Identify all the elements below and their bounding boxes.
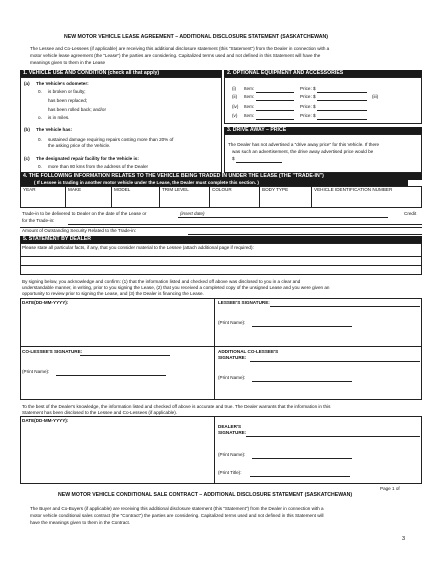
trade-delivery-insert-date[interactable]: (insert date) — [180, 211, 205, 216]
dealer-print-name-label: (Print Name): — [218, 452, 246, 457]
equip-row-4-num: (iv) — [232, 104, 239, 109]
odometer-bullet-1: 0. — [38, 89, 42, 94]
equip-row-4-price: Price: $ — [300, 104, 316, 109]
col-divider — [259, 186, 260, 208]
equip-row-1-item-field[interactable] — [256, 92, 294, 93]
repair-option[interactable]: more than 80 kms from the address of the Dealer — [48, 164, 149, 169]
item-c-label: (c) — [24, 156, 30, 161]
security-amount-label: Amount of Outstanding Security Related to the Trade-in: — [22, 228, 137, 233]
intro-line-2: motor vehicle lease agreement (the "Lease") the parties are considering. Capitalized terms used and not defined in this Statement will have the — [30, 53, 321, 58]
equip-row-5-price: Price: $ — [300, 113, 316, 118]
dealer-print-name-field[interactable] — [252, 458, 352, 459]
section-4-header: 4. THE FOLLOWING INFORMATION RELATES TO THE VEHICLE BEING TRADED IN UNDER THE LEASE (THE "TRADE-IN") — [20, 173, 422, 180]
section-3-header: 3. DRIVE AWAY – PRICE — [224, 127, 422, 134]
page-number: 3 — [402, 536, 406, 542]
item-a-title: The Vehicle's odometer: — [36, 81, 89, 86]
dealer-print-title-label: (Print Title): — [218, 470, 242, 475]
intro-line-3: meanings given to them in the Lease — [30, 60, 106, 65]
col-trim-level: TRIM LEVEL — [162, 187, 189, 192]
trade-credit-label: Credit — [404, 211, 417, 216]
damage-option-line-1[interactable]: sustained damage requiring repairs costing more than 20% of — [48, 137, 174, 142]
odometer-option-1[interactable]: is broken or faulty; — [48, 89, 86, 94]
equip-side-num: (iii) — [372, 94, 379, 99]
equip-row-4-item: Item: — [244, 104, 255, 109]
additional-print-name-label: (Print Name): — [218, 375, 246, 380]
dealer-statement-field-2[interactable] — [20, 265, 422, 266]
trade-delivery-text: Trade-in to be delivered to Dealer on the date of the Lease or — [22, 211, 147, 216]
equip-row-5-price-field[interactable] — [317, 119, 367, 120]
item-a-label: (a) — [24, 81, 30, 86]
dealer-box-divider — [214, 416, 215, 484]
dealer-statement-field-1[interactable] — [20, 256, 422, 257]
repair-bullet: 0. — [38, 164, 42, 169]
dealer-signature-label-1: DEALER'S — [218, 424, 242, 429]
odometer-option-4[interactable]: is in miles. — [48, 115, 70, 120]
signature-grid-divider — [214, 298, 215, 400]
drive-away-text-2: was such an advertisement, the drive away advertised price would be — [232, 149, 374, 154]
dealer-signature-field[interactable] — [246, 436, 420, 437]
security-amount-field[interactable] — [188, 234, 422, 235]
equip-row-5-num: (v) — [232, 113, 238, 118]
ack-line-3: opportunity to review prior to signing the Lease, and (3) the Dealer is financing the Lease. — [22, 291, 204, 296]
lessee-print-name-label: (Print Name): — [218, 320, 246, 325]
odometer-option-2[interactable]: has been replaced; — [48, 98, 88, 103]
damage-option-line-2: the asking price of the Vehicle. — [48, 143, 111, 148]
page-of-indicator: Page 1 of — [380, 486, 400, 491]
dealer-print-title-field[interactable] — [250, 476, 350, 477]
dealer-signature-label-2: SIGNATURE: — [218, 430, 247, 435]
item-c-title: The designated repair facility for the Vehicle is: — [36, 156, 139, 161]
item-b-title: The Vehicle has: — [36, 127, 72, 132]
col-make: MAKE — [68, 187, 82, 192]
lessee-print-name-field[interactable] — [252, 326, 352, 327]
drive-away-price-field[interactable] — [236, 162, 282, 163]
co-lessee-signature-field[interactable] — [80, 355, 170, 356]
equip-row-2-price: Price: $ — [300, 94, 316, 99]
drive-away-text-1: The Dealer has not advertised a "drive away price" for this Vehicle. If there — [228, 142, 380, 147]
equip-row-1-num: (i) — [232, 86, 237, 91]
equip-row-2-price-field[interactable] — [317, 100, 367, 101]
dealer-date-label: DATE(DD-MM-YYYY): — [22, 418, 69, 423]
contract-intro-3: have the meanings given to them in the Contract. — [30, 520, 131, 525]
equip-row-1-price: Price: $ — [300, 86, 316, 91]
col-year: YEAR — [23, 187, 36, 192]
col-divider — [111, 186, 112, 208]
section-2-header: 2. OPTIONAL EQUIPMENT AND ACCESSORIES — [224, 70, 422, 77]
contract-intro-1: The Buyer and Co-Buyers (if applicable) are receiving this additional disclosure statement (this "Statement") from the Dealer in connection with a — [30, 506, 324, 511]
col-divider — [159, 186, 160, 208]
trade-delivery-date-field[interactable] — [178, 217, 388, 218]
col-body-type: BODY TYPE — [262, 187, 289, 192]
date-label-1: DATE(DD-MM-YYYY): — [22, 300, 69, 305]
dealer-warranty-line-2: Statement has been disclosed to the Lessee and Co-Lessees (if applicable). — [22, 410, 178, 415]
signature-grid-row — [20, 346, 422, 347]
odometer-option-3[interactable]: has been rolled back; and/or — [48, 107, 106, 112]
damage-bullet: 0. — [38, 137, 42, 142]
equip-row-4-item-field[interactable] — [256, 110, 294, 111]
trade-credit-label-2: for the Trade-in: — [22, 218, 55, 223]
equip-row-2-item: Item: — [244, 94, 255, 99]
additional-co-lessee-signature-field[interactable] — [250, 361, 420, 362]
drive-away-dollar: $ — [232, 156, 235, 161]
intro-line-1: The Lessee and Co-Lessees (if applicable) are receiving this additional disclosure statement (this "Statement") from the Dealer in connection with a — [30, 46, 330, 51]
section-5-header: 5. STATEMENT BY DEALER — [20, 236, 422, 243]
contract-title: NEW MOTOR VEHICLE CONDITIONAL SALE CONTRACT – ADDITIONAL DISCLOSURE STATEMENT (SASKATCHEWAN) — [58, 492, 353, 498]
page-title: NEW MOTOR VEHICLE LEASE AGREEMENT – ADDITIONAL DISCLOSURE STATEMENT (SASKATCHEWAN) — [64, 34, 328, 40]
equip-row-2-item-field[interactable] — [256, 100, 294, 101]
equip-row-4-price-field[interactable] — [317, 110, 367, 111]
contract-intro-2: motor vehicle conditional sales contract (the "Contract") the parties are considering. Capitalized terms used and not defined in this Statement will — [30, 513, 324, 518]
lessee-signature-label: LESSEE'S SIGNATURE: — [218, 300, 270, 305]
section-4-subtitle: ( If Lessee is trading in another motor vehicle under the Lease, the Dealer must complete this section. ) — [20, 180, 408, 186]
trade-credit-field[interactable] — [68, 224, 422, 225]
equip-row-5-item: Item: — [244, 113, 255, 118]
equip-row-5-item-field[interactable] — [256, 119, 294, 120]
additional-print-name-field[interactable] — [252, 381, 352, 382]
item-b-label: (b) — [24, 127, 30, 132]
equip-row-1-price-field[interactable] — [317, 92, 367, 93]
co-lessee-signature-label: CO-LESSEE'S SIGNATURE: — [22, 349, 83, 354]
col-divider — [65, 186, 66, 208]
col-colour: COLOUR — [212, 187, 232, 192]
ack-line-1: By signing below, you acknowledge and confirm: (1) that the information listed and checked off above was disclosed to you in a clear and — [22, 279, 301, 284]
ack-line-2: understandable manner, in writing, prior to you signing the Lease, (2) that you received a completed copy of the unsigned Lease and you were given an — [22, 285, 330, 290]
col-divider — [209, 186, 210, 208]
section-5-instruction: Please state all particular facts, if any, that you consider material to the Lessee (attach additional page if required): — [22, 245, 254, 250]
dealer-warranty-line-1: To the best of the Dealer's knowledge, the information listed and checked off above is accurate and true. The Dealer warrants that the information in this — [22, 404, 331, 409]
additional-co-lessee-label-1: ADDITIONAL CO-LESSEE'S — [218, 349, 279, 354]
co-lessee-print-name-field[interactable] — [56, 375, 166, 376]
equip-row-2-num: (ii) — [232, 94, 238, 99]
equip-row-1-item: Item: — [244, 86, 255, 91]
section-1-header: 1. VEHICLE USE AND CONDITION (check all that apply) — [20, 70, 222, 77]
additional-co-lessee-label-2: SIGNATURE: — [218, 355, 247, 360]
lessee-signature-field[interactable] — [270, 306, 420, 307]
odometer-bullet-4: o. — [38, 115, 42, 120]
co-lessee-print-name-label: (Print Name): — [22, 369, 50, 374]
col-model: MODEL — [114, 187, 131, 192]
col-divider — [311, 186, 312, 208]
col-vin: VEHICLE IDENTIFICATION NUMBER — [314, 187, 393, 192]
